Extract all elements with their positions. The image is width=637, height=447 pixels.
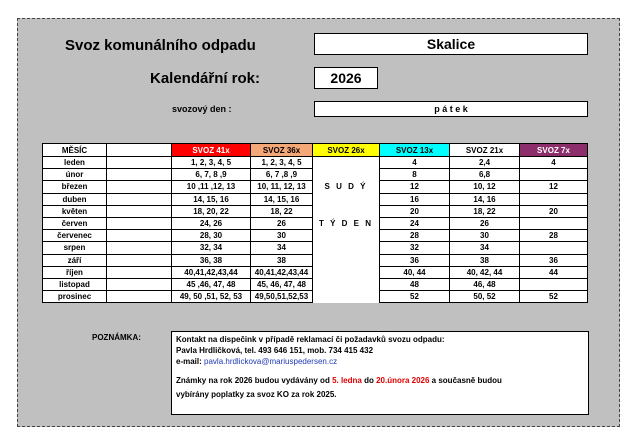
cell-svoz13: 8 [380,169,450,181]
cell-svoz13: 40, 44 [380,266,450,278]
cell-svoz26: S U D Ý [313,181,380,193]
cell-blank [107,242,172,254]
table-row [43,169,588,181]
cell-svoz36: 38 [251,254,313,266]
calendar-year-label: Kalendářní rok: [150,70,261,87]
cell-svoz26 [313,278,380,290]
cell-month: leden [43,157,107,169]
cell-blank [107,157,172,169]
cell-svoz41: 1, 2, 3, 4, 5 [172,157,251,169]
cell-svoz36: 40,41,42,43,44 [251,266,313,278]
cell-svoz7 [520,169,588,181]
cell-svoz7 [520,242,588,254]
cell-svoz7: 4 [520,157,588,169]
cell-svoz26 [313,254,380,266]
cell-blank [107,181,172,193]
col-header-svoz41: SVOZ 41x [172,144,251,157]
cell-svoz13: 16 [380,193,450,205]
col-header-svoz7: SVOZ 7x [520,144,588,157]
cell-svoz7 [520,278,588,290]
cell-svoz26 [313,193,380,205]
cell-svoz26 [313,157,380,169]
cell-month: září [43,254,107,266]
table-row [43,157,588,169]
cell-blank [107,205,172,217]
cell-svoz41: 18, 20, 22 [172,205,251,217]
collection-table [42,143,588,303]
table-row [43,217,588,229]
cell-svoz36: 30 [251,230,313,242]
cell-blank [107,169,172,181]
cell-svoz36: 14, 15, 16 [251,193,313,205]
cell-svoz36: 26 [251,217,313,229]
cell-svoz13: 48 [380,278,450,290]
cell-svoz21: 18, 22 [450,205,520,217]
cell-svoz13: 52 [380,291,450,303]
cell-svoz36: 49,50,51,52,53 [251,291,313,303]
cell-svoz13: 32 [380,242,450,254]
cell-svoz36: 1, 2, 3, 4, 5 [251,157,313,169]
cell-blank [107,193,172,205]
cell-svoz21: 34 [450,242,520,254]
cell-svoz26: T Ý D E N [313,217,380,229]
cell-svoz21: 6,8 [450,169,520,181]
cell-svoz41: 6, 7, 8 ,9 [172,169,251,181]
table-row [43,291,588,303]
cell-month: prosinec [43,291,107,303]
email-link[interactable]: pavla.hrdlickova@mariuspedersen.cz [204,357,338,366]
email-label: e-mail: [176,357,205,366]
stamps-text-b: do [361,376,377,385]
cell-blank [107,278,172,290]
col-header-month: MĚSÍC [43,144,107,157]
table-row [43,266,588,278]
cell-month: květen [43,205,107,217]
cell-svoz21: 50, 52 [450,291,520,303]
cell-svoz21: 40, 42, 44 [450,266,520,278]
cell-month: červen [43,217,107,229]
cell-svoz36: 10, 11, 12, 13 [251,181,313,193]
col-header-svoz13: SVOZ 13x [380,144,450,157]
cell-svoz41: 40,41,42,43,44 [172,266,251,278]
cell-svoz21: 14, 16 [450,193,520,205]
note-label: POZNÁMKA: [92,333,141,342]
cell-svoz41: 36, 38 [172,254,251,266]
cell-svoz21: 2,4 [450,157,520,169]
cell-svoz21: 46, 48 [450,278,520,290]
cell-month: únor [43,169,107,181]
note-line-email [176,356,584,367]
table-row [43,254,588,266]
cell-svoz41: 49, 50 ,51, 52, 53 [172,291,251,303]
cell-svoz26 [313,291,380,303]
cell-svoz41: 10 ,11 ,12, 13 [172,181,251,193]
stamps-date-end: 20.února 2026 [376,376,430,385]
cell-blank [107,230,172,242]
col-header-blank [107,144,172,157]
cell-blank [107,254,172,266]
cell-svoz7: 20 [520,205,588,217]
note-box [171,331,589,415]
cell-svoz26 [313,230,380,242]
cell-svoz13: 24 [380,217,450,229]
table-row [43,230,588,242]
cell-svoz41: 32, 34 [172,242,251,254]
cell-blank [107,217,172,229]
table-row [43,205,588,217]
cell-svoz36: 6, 7 ,8 ,9 [251,169,313,181]
table-row [43,181,588,193]
table-row [43,193,588,205]
page-title: Svoz komunálního odpadu [65,37,256,54]
cell-svoz26 [313,266,380,278]
note-line-contact: Kontakt na dispečink v případě reklamací či požadavků svozu odpadu: [176,335,445,344]
cell-svoz7 [520,217,588,229]
cell-svoz13: 12 [380,181,450,193]
year-box: 2026 [314,67,378,89]
cell-svoz21: 26 [450,217,520,229]
note-line-phone: Pavla Hrdličková, tel. 493 646 151, mob. 734 415 432 [176,346,374,355]
cell-svoz36: 18, 22 [251,205,313,217]
cell-month: duben [43,193,107,205]
cell-svoz41: 45 ,46, 47, 48 [172,278,251,290]
cell-blank [107,291,172,303]
cell-svoz21: 38 [450,254,520,266]
cell-svoz7 [520,193,588,205]
cell-month: říjen [43,266,107,278]
cell-svoz13: 4 [380,157,450,169]
table-row [43,242,588,254]
cell-svoz26 [313,205,380,217]
cell-svoz7: 44 [520,266,588,278]
stamps-text-a: Známky na rok 2026 budou vydávány od [176,376,333,385]
collection-day-label: svozový den : [172,104,232,114]
col-header-svoz36: SVOZ 36x [251,144,313,157]
col-header-svoz26: SVOZ 26x [313,144,380,157]
cell-svoz41: 28, 30 [172,230,251,242]
cell-blank [107,266,172,278]
cell-month: srpen [43,242,107,254]
cell-svoz41: 24, 26 [172,217,251,229]
cell-svoz13: 28 [380,230,450,242]
note-line-stamps [176,375,584,386]
table-header-row [43,144,588,157]
cell-svoz36: 34 [251,242,313,254]
note-line-fees: vybírány poplatky za svoz KO za rok 2025. [176,390,337,399]
cell-svoz21: 30 [450,230,520,242]
cell-svoz13: 20 [380,205,450,217]
cell-svoz26 [313,169,380,181]
cell-svoz7: 28 [520,230,588,242]
cell-month: červenec [43,230,107,242]
stamps-date-start: 5. ledna [332,376,362,385]
stamps-text-c: a současně budou [429,376,502,385]
cell-svoz26 [313,242,380,254]
cell-svoz41: 14, 15, 16 [172,193,251,205]
cell-svoz36: 45, 46, 47, 48 [251,278,313,290]
cell-svoz7: 12 [520,181,588,193]
cell-svoz7: 36 [520,254,588,266]
table-row [43,278,588,290]
cell-svoz7: 52 [520,291,588,303]
cell-svoz13: 36 [380,254,450,266]
cell-svoz21: 10, 12 [450,181,520,193]
cell-month: listopad [43,278,107,290]
cell-month: březen [43,181,107,193]
collection-day-box: p á t e k [314,101,588,117]
town-box: Skalice [314,33,588,55]
col-header-svoz21: SVOZ 21x [450,144,520,157]
